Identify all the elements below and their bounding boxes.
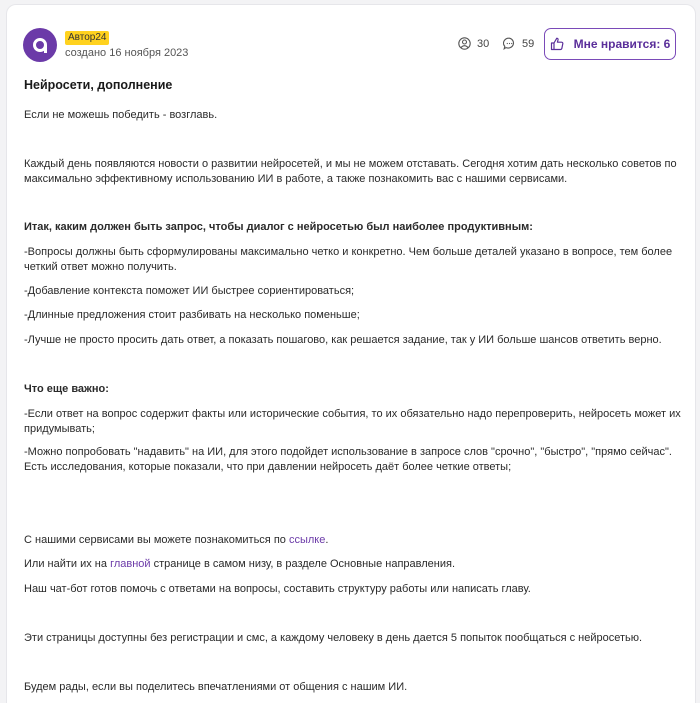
paragraph: Будем рады, если вы поделитесь впечатлениями от общения с нашим ИИ. [24, 681, 408, 693]
post-title: Нейросети, дополнение [24, 78, 173, 92]
list-item: -Добавление контекста поможет ИИ быстрее сориентироваться; [24, 285, 355, 297]
paragraph: Каждый день появляются новости о развитии нейросетей, и мы не можем отставать. Сегодня хотим дать несколько советов по максимально эффективному использованию ИИ в работе, а также познакомить вас с нашими сервисами. [24, 158, 677, 185]
paragraph [24, 557, 684, 572]
main-page-link[interactable]: главной [110, 558, 151, 570]
text: Или найти их на [24, 558, 111, 570]
paragraph: Наш чат-бот готов помочь с ответами на вопросы, составить структуру работы или написать главу. [24, 583, 531, 595]
author24-logo-icon [33, 38, 47, 52]
list-item: -Длинные предложения стоит разбивать на несколько поменьше; [24, 309, 360, 321]
section-heading: Что еще важно: [24, 383, 109, 395]
post-card [6, 4, 696, 703]
paragraph [24, 533, 684, 548]
comments-count: 59 [522, 37, 535, 50]
text: С нашими сервисами вы можете познакомиться по [24, 534, 289, 546]
list-item: -Если ответ на вопрос содержит факты или исторические события, то их обязательно надо перепроверить, нейросеть может их придумывать; [24, 408, 681, 435]
chat-bubble-icon [503, 37, 516, 50]
like-label: Мне нравится: 6 [573, 37, 671, 51]
user-circle-icon [458, 37, 471, 50]
views-stat [458, 37, 489, 50]
views-count: 30 [477, 37, 490, 50]
list-item: -Можно попробовать "надавить" на ИИ, для этого подойдет использование в запросе слов "срочно", "быстро", "прямо сейчас". Есть исследования, которые показали, что при давлении нейросеть даёт более четкие ответы; [24, 446, 672, 473]
paragraph: Если не можешь победить - возглавь. [24, 109, 218, 121]
list-item: -Вопросы должны быть сформулированы максимально четко и конкретно. Чем больше деталей указано в вопросе, тем более четкий ответ можно получить. [24, 246, 673, 273]
thumbs-up-icon [550, 37, 564, 51]
list-item: -Лучше не просто просить дать ответ, а показать пошагово, как решается задание, так у ИИ больше шансов ответить верно. [24, 334, 662, 346]
created-date: создано 16 ноября 2023 [65, 47, 189, 59]
avatar[interactable] [23, 28, 57, 62]
paragraph: Эти страницы доступны без регистрации и смс, а каждому человеку в день дается 5 попыток пообщаться с нейросетью. [24, 632, 643, 644]
text: . [325, 534, 329, 546]
section-heading: Итак, каким должен быть запрос, чтобы диалог с нейросетью был наиболее продуктивным: [24, 221, 533, 233]
like-button[interactable] [544, 28, 676, 60]
services-link[interactable]: ссылке [288, 534, 326, 546]
author-badge[interactable]: Автор24 [65, 31, 109, 45]
text: странице в самом низу, в разделе Основные направления. [150, 558, 455, 570]
comments-stat[interactable] [503, 37, 534, 50]
